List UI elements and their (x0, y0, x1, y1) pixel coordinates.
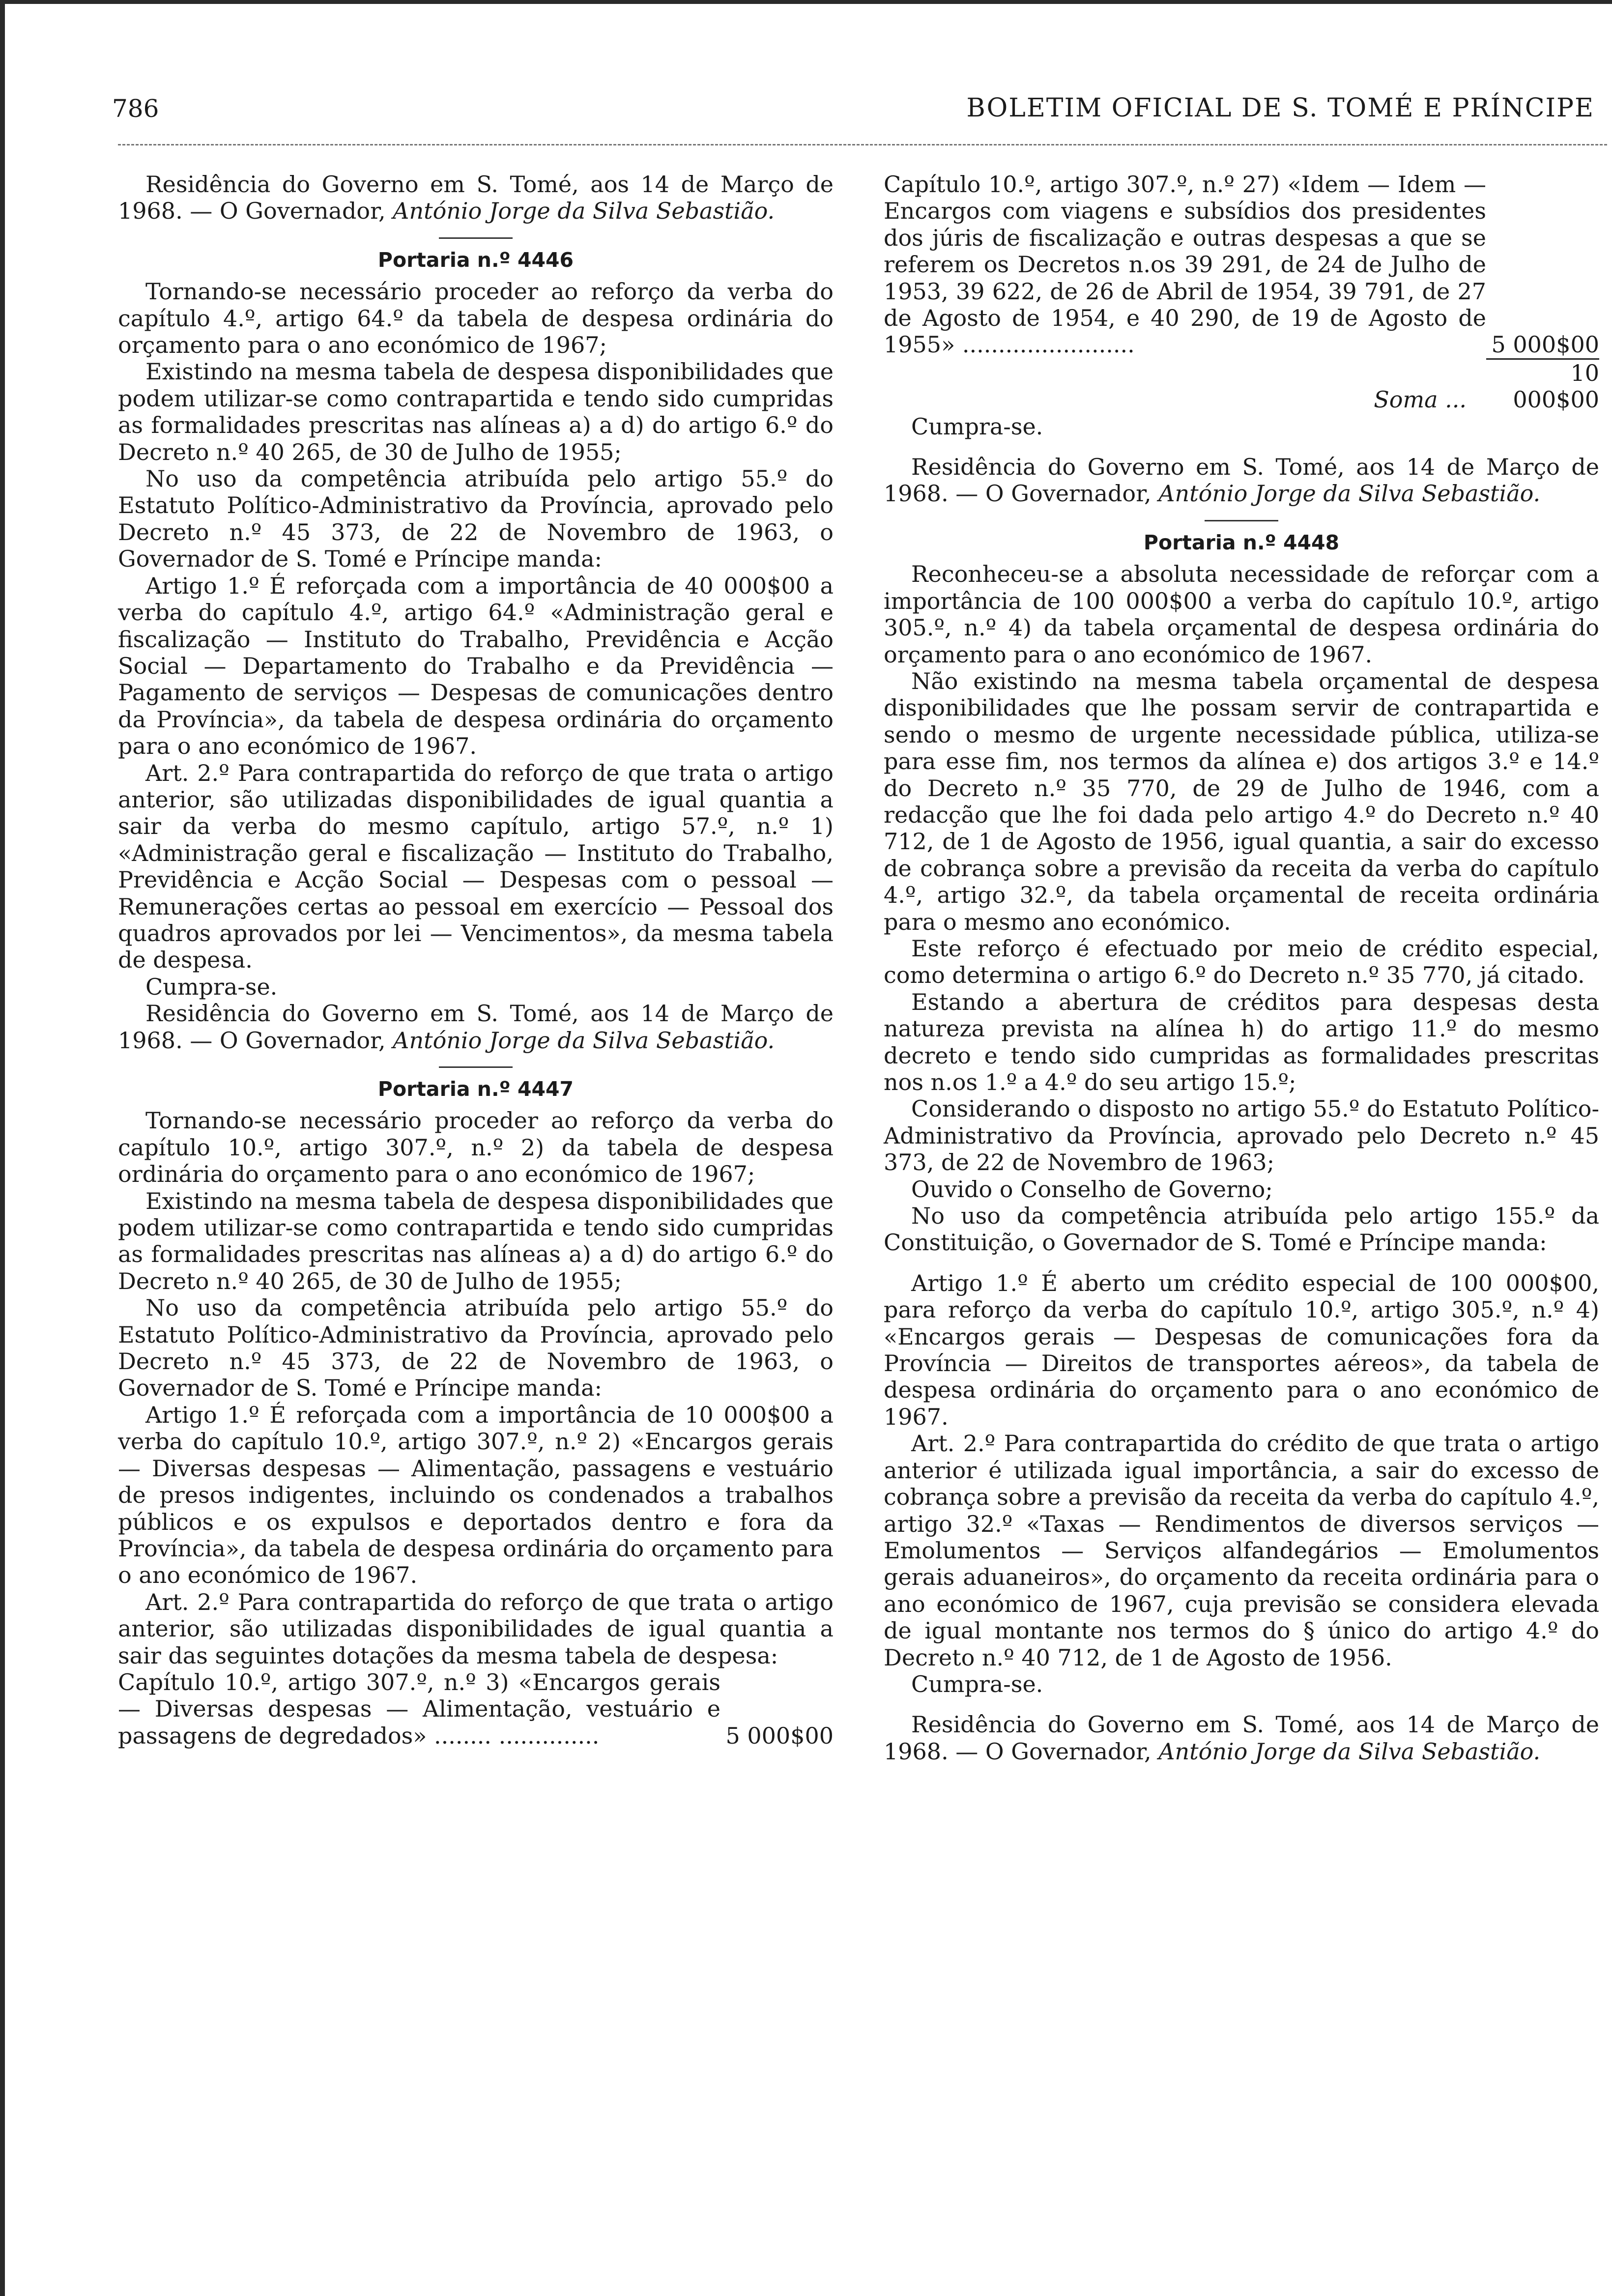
budget-item-text: Capítulo 10.º, artigo 307.º, n.º 27) «Idem — Idem — Encargos com viagens e subsídios dos presidentes dos júris de fiscalização e outras despesas a que se referem os Decretos n.os 39 291, de 24 de Julho de 1953, 39 622, de 26 de Abril de 1954, 39 791, de 27 de Agosto de 1954, e 40 290, de 19 de Agosto de 1955» ........................ (884, 171, 1486, 358)
section-divider (1205, 520, 1278, 521)
section-divider (439, 1066, 513, 1068)
paragraph: Existindo na mesma tabela de despesa disponibilidades que podem utilizar-se como contrapartida e tendo sido cumpridas as formalidades prescritas nas alíneas a) a d) do artigo 6.º do Decreto n.º 40 265, de 30 de Julho de 1955; (118, 1187, 834, 1294)
paragraph: Tornando-se necessário proceder ao reforço da verba do capítulo 4.º, artigo 64.º da tabela de despesa ordinária do orçamento para o ano económico de 1967; (118, 278, 834, 359)
paragraph: Não existindo na mesma tabela orçamental de despesa disponibilidades que lhe possam servir de contrapartida e sendo o mesmo de urgente necessidade pública, utiliza-se para esse fim, nos termos da alínea e) dos artigos 3.º e 14.º do Decreto n.º 35 770, de 29 de Julho de 1946, com a redacção que lhe foi dada pelo artigo 4.º do Decreto n.º 40 712, de 1 de Agosto de 1956, igual quantia, a sair do excesso de cobrança sobre a previsão da receita da verba do capítulo 4.º, artigo 32.º, da tabela orçamental de receita ordinária para o mesmo ano económico. (884, 667, 1599, 935)
sum-label: Soma ... (1374, 386, 1467, 413)
budget-item-text: Capítulo 10.º, artigo 307.º, n.º 3) «Encargos gerais — Diversas despesas — Alimentação, vestuário e passagens de degredados» ........ .............. (118, 1668, 720, 1749)
section-divider (439, 237, 513, 239)
article-2: Art. 2.º Para contrapartida do reforço de que trata o artigo anterior, são utilizadas disponibilidades de igual quantia a sair da verba do mesmo capítulo, artigo 57.º, n.º 1) «Administração geral e fiscalização — Instituto do Trabalho, Previdência e Acção Social — Despesas com o pessoal — Remunerações certas ao pessoal em exercício — Pessoal dos quadros aprovados por lei — Vencimentos», da mesma tabela de despesa. (118, 759, 834, 974)
cumpra-se: Cumpra-se. (911, 1670, 1043, 1697)
running-head-title: BOLETIM OFICIAL DE S. TOMÉ E PRÍNCIPE (966, 93, 1594, 123)
header-rule (118, 144, 1607, 145)
left-column (118, 171, 834, 1749)
cumpra-se: Cumpra-se. (911, 413, 1043, 440)
cumpra-se: Cumpra-se. (145, 973, 278, 1000)
page-number: 786 (112, 94, 159, 123)
paragraph: No uso da competência atribuída pelo artigo 155.º da Constituição, o Governador de S. Tomé e Príncipe manda: (884, 1203, 1599, 1256)
budget-item-amount: 5 000$00 (1491, 331, 1599, 358)
paragraph: Este reforço é efectuado por meio de crédito especial, como determina o artigo 6.º do Decreto n.º 35 770, já citado. (884, 935, 1599, 989)
paragraph: No uso da competência atribuída pelo artigo 55.º do Estatuto Político-Administrativo da Província, aprovado pelo Decreto n.º 45 373, de 22 de Novembro de 1963, o Governador de S. Tomé e Príncipe manda: (118, 1294, 834, 1402)
portaria-4447-title: Portaria n.º 4447 (377, 1077, 574, 1101)
signatory: António Jorge da Silva Sebastião. (393, 198, 775, 225)
paragraph: No uso da competência atribuída pelo artigo 55.º do Estatuto Político-Administrativo da Província, aprovado pelo Decreto n.º 45 373, de 22 de Novembro de 1963, o Governador de S. Tomé e Príncipe manda: (118, 465, 834, 573)
signatory: António Jorge da Silva Sebastião. (393, 1027, 775, 1054)
paragraph: Reconheceu-se a absoluta necessidade de reforçar com a importância de 100 000$00 a verba do capítulo 10.º, artigo 305.º, n.º 4) da tabela orçamental de despesa ordinária do orçamento para o ano económico de 1967. (884, 561, 1599, 668)
portaria-4446-title: Portaria n.º 4446 (377, 248, 574, 272)
article-1: Artigo 1.º É reforçada com a importância de 10 000$00 a verba do capítulo 10.º, artigo 307.º, n.º 2) «Encargos gerais — Diversas despesas — Alimentação, passagens e vestuário de presos indigentes, incluindo os condenados a trabalhos públicos e os expulsos e deportados dentro e fora da Província», da tabela de despesa ordinária do orçamento para o ano económico de 1967. (118, 1401, 834, 1589)
paragraph: Estando a abertura de créditos para despesas desta natureza prevista na alínea h) do artigo 11.º do mesmo decreto e tendo sido cumpridas as formalidades prescritas nos n.os 1.º a 4.º do seu artigo 15.º; (884, 988, 1599, 1095)
portaria-4448-title: Portaria n.º 4448 (1143, 530, 1340, 554)
right-column (884, 171, 1599, 1765)
scan-edge-top (0, 0, 1612, 4)
signatory: António Jorge da Silva Sebastião. (1158, 480, 1541, 507)
article-2: Art. 2.º Para contrapartida do reforço de que trata o artigo anterior, são utilizadas disponibilidades de igual quantia a sair das seguintes dotações da mesma tabela de despesa: (118, 1588, 834, 1669)
signatory: António Jorge da Silva Sebastião. (1158, 1738, 1541, 1765)
paragraph: Existindo na mesma tabela de despesa disponibilidades que podem utilizar-se como contrapartida e tendo sido cumpridas as formalidades prescritas nas alíneas a) a d) do artigo 6.º do Decreto n.º 40 265, de 30 de Julho de 1955; (118, 358, 834, 465)
budget-item (884, 171, 1599, 358)
budget-item (118, 1669, 834, 1749)
paragraph: Considerando o disposto no artigo 55.º do Estatuto Político-Administrativo da Província, aprovado pelo Decreto n.º 45 373, de 22 de Novembro de 1963; (884, 1095, 1599, 1176)
scan-edge-left (0, 0, 5, 2296)
article-1: Artigo 1.º É aberto um crédito especial de 100 000$00, para reforço da verba do capítulo 10.º, artigo 305.º, n.º 4) «Encargos gerais — Despesas de comunicações fora da Província — Direitos de transportes aéreos», da tabela de despesa ordinária do orçamento para o ano económico de 1967. (884, 1269, 1599, 1430)
closing-previous-portaria: Residência do Governo em S. Tomé, aos 14 de Março de 1968. — O Governador, António Jorge da Silva Sebastião. (118, 171, 834, 225)
closing: Residência do Governo em S. Tomé, aos 14 de Março de 1968. — O Governador, António Jorge da Silva Sebastião. (884, 1711, 1599, 1765)
article-1: Artigo 1.º É reforçada com a importância de 40 000$00 a verba do capítulo 4.º, artigo 64.º «Administração geral e fiscalização — Instituto do Trabalho, Previdência e Acção Social — Departamento do Trabalho e da Previdência — Pagamento de serviços — Despesas de comunicações dentro da Província», da tabela de despesa ordinária do orçamento para o ano económico de 1967. (118, 572, 834, 760)
paragraph: Tornando-se necessário proceder ao reforço da verba do capítulo 10.º, artigo 307.º, n.º 2) da tabela de despesa ordinária do orçamento para o ano económico de 1967; (118, 1107, 834, 1188)
sum-value: 10 000$00 (1486, 358, 1599, 413)
paragraph: Ouvido o Conselho de Governo; (911, 1176, 1273, 1203)
sum-row (884, 358, 1599, 413)
article-2: Art. 2.º Para contrapartida do crédito de que trata o artigo anterior é utilizada igual importância, a sair do excesso de cobrança sobre a previsão da receita da verba do capítulo 4.º, artigo 32.º «Taxas — Rendimentos de diversos serviços — Emolumentos — Serviços alfandegários — Emolumentos gerais aduaneiros», do orçamento da receita ordinária para o ano económico de 1967, cuja previsão se considera elevada de igual montante nos termos do § único do artigo 4.º do Decreto n.º 40 712, de 1 de Agosto de 1956. (884, 1430, 1599, 1671)
closing: Residência do Governo em S. Tomé, aos 14 de Março de 1968. — O Governador, António Jorge da Silva Sebastião. (884, 454, 1599, 507)
closing: Residência do Governo em S. Tomé, aos 14 de Março de 1968. — O Governador, António Jorge da Silva Sebastião. (118, 1000, 834, 1054)
budget-item-amount: 5 000$00 (725, 1722, 834, 1749)
